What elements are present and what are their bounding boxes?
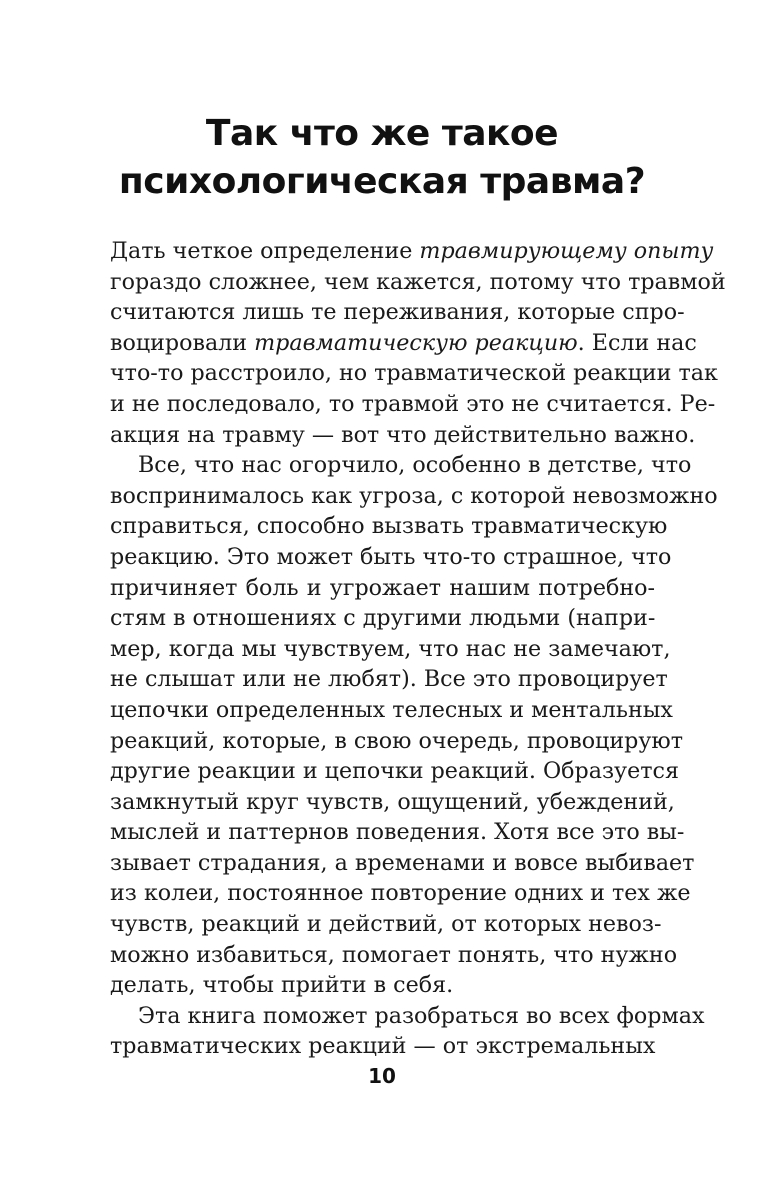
text-line xyxy=(110,970,655,1001)
text-line xyxy=(110,389,716,420)
page-number: 10 xyxy=(368,1064,396,1088)
text-line xyxy=(110,664,668,695)
text-line xyxy=(110,450,692,481)
text-line xyxy=(110,603,655,634)
text-segment: чувств, реакций и действий, от которых невоз- xyxy=(110,911,662,938)
text-line xyxy=(110,726,683,757)
text-line xyxy=(110,940,678,971)
chapter-heading xyxy=(60,110,704,206)
text-segment: другие реакции и цепочки реакций. Образуется xyxy=(110,758,679,785)
italic-phrase: травмирующему опыту xyxy=(419,238,714,264)
text-line xyxy=(110,878,691,909)
text-segment: Дать четкое определение xyxy=(110,238,420,264)
text-segment: делать, чтобы прийти в себя. xyxy=(110,972,454,999)
text-segment: акция на травму — вот что действительно важно. xyxy=(110,421,696,448)
text-segment: справиться, способно вызвать травматическую xyxy=(110,513,668,540)
heading-line-2: психологическая травма? xyxy=(118,161,646,202)
text-segment: не слышат или не любят). Все это провоцирует xyxy=(110,666,668,693)
text-line xyxy=(110,756,679,787)
text-segment: воспринималось как угроза, с которой невозможно xyxy=(110,482,718,509)
text-line xyxy=(110,358,718,389)
text-line xyxy=(110,634,671,665)
text-segment: цепочки определенных телесных и ментальных xyxy=(110,696,673,723)
text-segment: мер, когда мы чувствуем, что нас не замечают, xyxy=(110,635,671,662)
text-segment: из колеи, постоянное повторение одних и тех же xyxy=(110,880,691,907)
text-segment: считаются лишь те переживания, которые спро- xyxy=(110,299,685,326)
text-segment: стям в отношениях с другими людьми (напри- xyxy=(110,605,656,632)
text-line xyxy=(110,695,673,726)
paragraph xyxy=(110,236,726,450)
text-line xyxy=(110,328,697,359)
text-line xyxy=(110,817,685,848)
text-segment: реакций, которые, в свою очередь, провоцируют xyxy=(110,727,683,754)
text-line xyxy=(110,848,695,879)
text-segment: воцировали xyxy=(110,329,255,356)
text-line xyxy=(110,267,726,298)
text-segment: причиняет боль и угрожает нашим потребно- xyxy=(110,574,655,601)
text-segment: замкнутый круг чувств, ощущений, убеждений, xyxy=(110,788,675,815)
text-line xyxy=(110,787,675,818)
text-line xyxy=(110,297,685,328)
text-segment: . Если нас xyxy=(577,329,697,356)
heading-line-1: Так что же такое xyxy=(205,113,559,154)
paragraph xyxy=(110,450,718,1001)
text-line xyxy=(110,420,696,451)
text-line xyxy=(110,236,714,267)
body-text xyxy=(110,236,726,1062)
text-segment: что-то расстроило, но травматической реакции так xyxy=(110,360,718,387)
text-line xyxy=(110,1031,655,1062)
text-line xyxy=(110,573,655,604)
text-segment: зывает страдания, а временами и вовсе выбивает xyxy=(110,849,695,876)
text-line xyxy=(110,481,718,512)
text-segment: травматических реакций — от экстремальных xyxy=(110,1033,656,1060)
paragraph xyxy=(110,1001,705,1062)
text-line xyxy=(110,909,662,940)
text-line xyxy=(110,1001,705,1032)
text-segment: можно избавиться, помогает понять, что нужно xyxy=(110,941,678,968)
text-line xyxy=(110,542,672,573)
text-segment: реакцию. Это может быть что-то страшное, что xyxy=(110,543,672,570)
text-segment: мыслей и паттернов поведения. Хотя все это вы- xyxy=(110,819,685,846)
text-segment: и не последовало, то травмой это не считается. Ре- xyxy=(110,390,716,417)
text-segment: Эта книга поможет разобраться во всех формах xyxy=(138,1002,705,1029)
text-segment: Все, что нас огорчило, особенно в детстве, что xyxy=(138,452,692,479)
text-line xyxy=(110,511,668,542)
text-segment: гораздо сложнее, чем кажется, потому что травмой xyxy=(110,268,726,295)
italic-phrase: травматическую реакцию xyxy=(254,329,578,356)
